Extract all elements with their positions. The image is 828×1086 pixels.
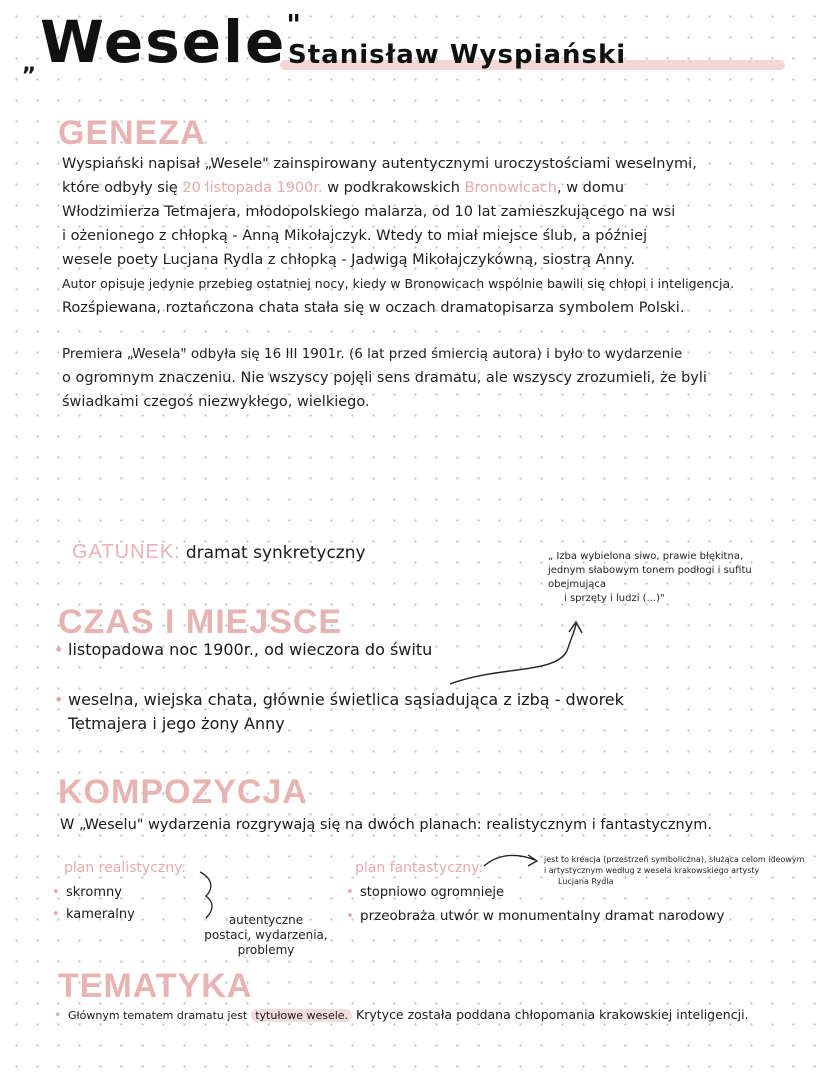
real-note-3: problemy	[237, 943, 295, 957]
real-note-2: postaci, wydarzenia,	[204, 928, 328, 942]
fant-note-1: jest to kreacja (przestrzeń symboliczna), służąca celom ideowym	[544, 855, 805, 864]
geneza-line-2-c: , w domu	[557, 180, 625, 196]
author-name: Stanisław Wyspiański	[288, 40, 627, 70]
geneza-line-1: Wyspiański napisał „Wesele" zainspirowany autentycznymi uroczystościami weselnymi,	[62, 156, 697, 172]
gatunek-value: dramat synkretyczny	[185, 543, 366, 563]
geneza-line-3: Włodzimierza Tetmajera, młodopolskiego malarza, od 10 lat zamieszkującego na wsi	[62, 204, 676, 220]
czas-item-1: • listopadowa noc 1900r., od wieczora do świtu	[68, 640, 432, 660]
tematyka-highlight: tytułowe wesele.	[251, 1009, 352, 1022]
czas-heading: CZAS I MIEJSCE	[58, 603, 343, 641]
quote-arrow	[450, 624, 576, 684]
tematyka-text-b: Krytyce została poddana chłopomania krakowskiej inteligencji.	[356, 1007, 749, 1022]
premiere-line-2: o ogromnym znaczeniu. Nie wszyscy pojęli sens dramatu, ale wszyscy zrozumieli, że byli	[62, 370, 707, 386]
fant-note-3: Lucjana Rydla	[558, 877, 614, 886]
fant-arrow	[484, 855, 535, 866]
real-item-1: • skromny	[66, 883, 122, 903]
title-quote-open: „	[22, 52, 37, 77]
tematyka-text-a: Głównym tematem dramatu jest	[68, 1009, 248, 1022]
tematyka-heading: TEMATYKA	[58, 967, 253, 1005]
plan-fantastyczny-heading: plan fantastyczny:	[355, 860, 484, 876]
geneza-line-7: Rozśpiewana, roztańczona chata stała się w oczach dramatopisarza symbolem Polski.	[62, 300, 685, 316]
fant-item-2: • przeobraża utwór w monumentalny dramat narodowy	[360, 906, 724, 926]
gatunek-heading: GATUNEK:	[72, 541, 181, 563]
premiere-line-1: Premiera „Wesela" odbyła się 16 III 1901r. (6 lat przed śmiercią autora) i było to wydarzenie	[62, 346, 683, 362]
premiere-line-3: świadkami czegoś niezwykłego, wielkiego.	[62, 394, 370, 410]
geneza-line-5: wesele poety Lucjana Rydla z chłopką - Jadwigą Mikołajczykówną, siostrą Anny.	[62, 252, 636, 268]
geneza-heading: GENEZA	[58, 114, 206, 152]
plan-realistyczny-heading: plan realistyczny:	[64, 860, 187, 876]
title-name: Wesele	[40, 8, 287, 76]
fant-arrowhead	[528, 855, 537, 866]
fant-note-2: i artystycznym według z wesela krakowskiego artysty	[544, 866, 760, 875]
geneza-line-6: Autor opisuje jedynie przebieg ostatniej nocy, kiedy w Bronowicach wspólnie bawili się chłopi i inteligencja.	[62, 276, 735, 291]
geneza-line-2-b: w podkrakowskich	[327, 180, 460, 196]
geneza-place: Bronowicach	[464, 180, 557, 196]
czas-item-2-line-2: Tetmajera i jego żony Anny	[68, 714, 285, 733]
quote-line-2: jednym słabowym tonem podłogi i sufitu obejmująca	[548, 565, 752, 590]
fant-item-1: • stopniowo ogromnieje	[360, 883, 504, 903]
geneza-line-4: i ożenionego z chłopką - Anną Mikołajczyk. Wtedy to miał miejsce ślub, a później	[62, 228, 648, 244]
kompozycja-intro: W „Weselu" wydarzenia rozgrywają się na dwóch planach: realistycznym i fantastycznym.	[60, 817, 712, 833]
real-brace	[200, 872, 212, 918]
real-item-2: • kameralny	[66, 905, 135, 925]
quote-line-3: i sprzęty i ludzi (...)"	[564, 593, 665, 604]
quote-line-1: „ Izba wybielona siwo, prawie błękitna,	[548, 551, 744, 562]
title-quote-close: "	[286, 8, 303, 41]
geneza-line-2-a: które odbyły się	[62, 180, 178, 196]
kompozycja-heading: KOMPOZYCJA	[58, 773, 308, 811]
geneza-date: 20 listopada 1900r.	[182, 180, 323, 196]
czas-item-2-line-1: • weselna, wiejska chata, głównie świetlica sąsiadująca z izbą - dworek	[68, 690, 624, 709]
real-note-1: autentyczne	[228, 913, 304, 927]
